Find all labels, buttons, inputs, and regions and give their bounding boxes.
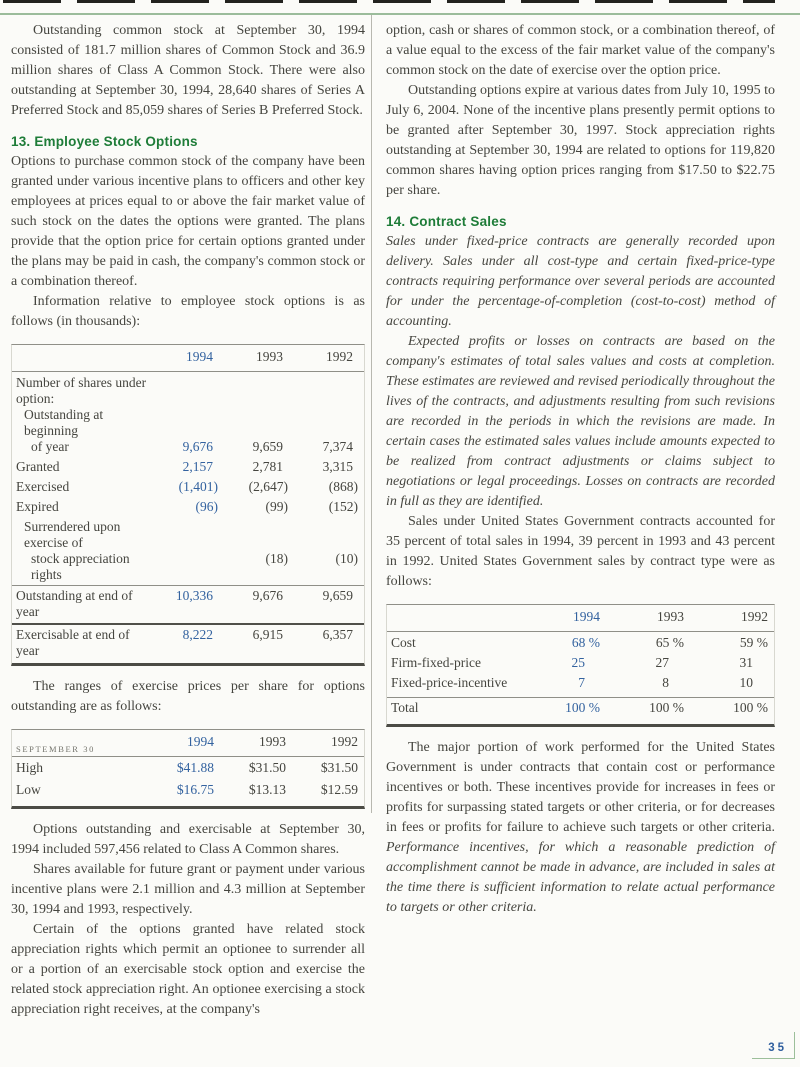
row-label: Cost bbox=[391, 635, 416, 650]
row-label: of year bbox=[31, 439, 69, 454]
row-value: $12.59 bbox=[320, 782, 358, 797]
row-label: Exercised bbox=[16, 479, 70, 494]
row-value: (868) bbox=[328, 479, 358, 494]
employee-stock-options-table bbox=[11, 344, 365, 666]
row-value: 8,222 bbox=[182, 627, 213, 642]
table-header-row bbox=[12, 730, 364, 757]
table-row bbox=[12, 459, 364, 479]
paragraph-stock-appreciation-rights: Certain of the options granted have related stock appreciation rights which permit an optionee to surrender all or a portion of an exercisable stock option and exercise the related stock appreciation right. An optionee exercising a stock appreciation right receives, at the company's bbox=[11, 922, 365, 1017]
table-row bbox=[12, 499, 364, 519]
paragraph-major-italic: Performance incentives, for which a reasonable prediction of accomplishment cannot be made in advance, are included in sales at the time there is sufficient information to relate actual performance to targets or other criteria. bbox=[386, 840, 775, 915]
row-value: 3,315 bbox=[322, 459, 353, 474]
row-value: $41.88 bbox=[176, 760, 214, 775]
table-row bbox=[12, 519, 364, 551]
section-heading-contract-sales: 14. Contract Sales bbox=[386, 214, 507, 229]
table-row bbox=[12, 372, 364, 407]
paragraph-information-relative: Information relative to employee stock options is as follows (in thousands): bbox=[11, 294, 365, 329]
row-value: (18) bbox=[265, 551, 288, 566]
paragraph-options-outstanding: Options outstanding and exercisable at September 30, 1994 included 597,456 related to Class A Common shares. bbox=[11, 822, 365, 857]
table-header-row bbox=[12, 345, 364, 372]
table-row bbox=[387, 632, 774, 655]
row-value: 59 % bbox=[739, 635, 768, 650]
row-label: Low bbox=[16, 782, 41, 797]
row-value: 25 bbox=[571, 655, 585, 670]
table-row bbox=[12, 551, 364, 583]
table-row bbox=[12, 585, 364, 620]
table-row bbox=[12, 479, 364, 499]
row-value: 100 % bbox=[565, 700, 600, 715]
row-value: 27 bbox=[655, 655, 669, 670]
table-year-1994: 1994 bbox=[186, 349, 213, 364]
row-label: Surrendered upon exercise of bbox=[24, 519, 121, 550]
left-column bbox=[11, 21, 365, 1020]
table-year-1993: 1993 bbox=[657, 609, 684, 624]
row-label: Granted bbox=[16, 459, 60, 474]
row-value: 100 % bbox=[733, 700, 768, 715]
row-value: (2,647) bbox=[248, 479, 288, 494]
row-value: 9,659 bbox=[252, 439, 283, 454]
row-label: stock appreciation rights bbox=[31, 551, 130, 582]
row-label: Firm-fixed-price bbox=[391, 655, 481, 670]
row-value: $16.75 bbox=[176, 782, 214, 797]
paragraph-major-portion bbox=[386, 738, 775, 918]
table-row bbox=[387, 655, 774, 675]
table-year-1994: 1994 bbox=[573, 609, 600, 624]
row-value: (99) bbox=[265, 499, 288, 514]
paragraph-options-expire: Outstanding options expire at various dates from July 10, 1995 to July 6, 2004. None of the incentive plans presently permit options to be granted after September 30, 1997. Stock appreciation rights outstanding at September 30, 1994 are related to options for 119,820 common shares having option prices ranging from $17.50 to $22.75 per share. bbox=[386, 83, 775, 198]
page-number-bracket bbox=[752, 1032, 795, 1059]
top-green-rule bbox=[0, 13, 800, 15]
row-value: $13.13 bbox=[248, 782, 286, 797]
row-value: 9,676 bbox=[252, 588, 283, 603]
row-value: 8 bbox=[662, 675, 669, 690]
row-value: 10 bbox=[739, 675, 753, 690]
table-year-1993: 1993 bbox=[256, 349, 283, 364]
table-row bbox=[12, 780, 364, 806]
column-divider bbox=[371, 15, 372, 813]
table-header-row bbox=[387, 605, 774, 632]
row-value: $31.50 bbox=[248, 760, 286, 775]
row-value: (96) bbox=[195, 499, 218, 514]
paragraph-shares-available: Shares available for future grant or payment under various incentive plans were 2.1 million and 4.3 million at September 30, 1994 and 1993, respectively. bbox=[11, 862, 365, 917]
row-value: 7 bbox=[578, 675, 585, 690]
row-label: Expired bbox=[16, 499, 59, 514]
row-value: 7,374 bbox=[322, 439, 353, 454]
paragraph-major-roman: The major portion of work performed for the United States Government is under contracts that contain cost or performance incentives or both. These incentives provide for increases in fees or profits for surpassing stated targets or other criteria, or for decreases in fees or profits for failure to achieve such targets or other criteria. bbox=[386, 740, 775, 835]
row-value: 9,659 bbox=[322, 588, 353, 603]
row-value: (152) bbox=[328, 499, 358, 514]
row-label: Outstanding at end of year bbox=[16, 588, 133, 619]
row-value: (1,401) bbox=[178, 479, 218, 494]
paragraph-exercise-price-ranges: The ranges of exercise prices per share for options outstanding are as follows: bbox=[11, 679, 365, 714]
right-column bbox=[386, 21, 775, 918]
table-year-1992: 1992 bbox=[331, 734, 358, 749]
exercise-price-ranges-table bbox=[11, 729, 365, 809]
row-value: 2,157 bbox=[182, 459, 213, 474]
table-year-1992: 1992 bbox=[326, 349, 353, 364]
paragraph-us-government-sales: Sales under United States Government contracts accounted for 35 percent of total sales in 1994, 39 percent in 1993 and 43 percent in 1992. United States Government sales by contract type were as follows: bbox=[386, 514, 775, 589]
table-year-1993: 1993 bbox=[259, 734, 286, 749]
row-value: 10,336 bbox=[175, 588, 213, 603]
row-value: (10) bbox=[335, 551, 358, 566]
contract-type-sales-table bbox=[386, 604, 775, 727]
row-value: 6,357 bbox=[322, 627, 353, 642]
row-value: 68 % bbox=[571, 635, 600, 650]
paragraph-options-intro: Options to purchase common stock of the company have been granted under various incentive plans to officers and other key employees at prices equal to or above the fair market value of such stock on the dates the options were granted. The plans provide that the option price for certain options granted under the plans may be paid in cash, the company's common stock or a combination thereof. bbox=[11, 154, 365, 289]
table-row bbox=[387, 697, 774, 724]
table-year-1994: 1994 bbox=[187, 734, 214, 749]
row-label: High bbox=[16, 760, 43, 775]
table-year-1992: 1992 bbox=[741, 609, 768, 624]
row-value: 9,676 bbox=[182, 439, 213, 454]
row-value: 31 bbox=[739, 655, 753, 670]
row-value: 65 % bbox=[655, 635, 684, 650]
row-value: 100 % bbox=[649, 700, 684, 715]
row-label: Total bbox=[391, 700, 419, 715]
table-row bbox=[387, 675, 774, 695]
paragraph-expected-profits: Expected profits or losses on contracts are based on the company's estimates of total sales values and costs at completion. These estimates are reviewed and revised periodically throughout the lives of the contracts, and adjustments resulting from such revisions are recorded in the periods in which the revisions are made. In certain cases the estimated sales values include amounts expected to be realized from contract adjustments or claims subject to negotiations or legal proceedings. Losses on contracts are recorded in full as they are identified. bbox=[386, 334, 775, 509]
paragraph-common-stock: Outstanding common stock at September 30, 1994 consisted of 181.7 million shares of Common Stock and 36.9 million shares of Class A Common Stock. There were also outstanding at September 30, 1994, 28,640 shares of Series A Preferred Stock and 85,059 shares of Series B Preferred Stock. bbox=[11, 23, 365, 118]
row-label: Number of shares under option: bbox=[16, 375, 147, 406]
table-header-label: SEPTEMBER 30 bbox=[16, 744, 95, 754]
page-number: 35 bbox=[768, 1042, 787, 1054]
row-label: Exercisable at end of year bbox=[16, 627, 130, 658]
section-heading-employee-stock-options: 13. Employee Stock Options bbox=[11, 134, 198, 149]
row-value: $31.50 bbox=[320, 760, 358, 775]
paragraph-option-continuation: option, cash or shares of common stock, or a combination thereof, of a value equal to the excess of the fair market value of the company's common stock on the date of exercise over the option price. bbox=[386, 23, 775, 78]
table-row bbox=[12, 623, 364, 663]
table-row bbox=[12, 439, 364, 459]
row-value: 2,781 bbox=[252, 459, 283, 474]
paragraph-fixed-price-contracts: Sales under fixed-price contracts are generally recorded upon delivery. Sales under all cost-type and certain fixed-price-type contracts requiring performance over several periods are accounted for under the percentage-of-completion (cost-to-cost) method of accounting. bbox=[386, 234, 775, 329]
row-label: Outstanding at beginning bbox=[24, 407, 104, 438]
row-label: Fixed-price-incentive bbox=[391, 675, 508, 690]
table-row bbox=[12, 757, 364, 780]
page-edge-artifact bbox=[3, 0, 775, 3]
table-row bbox=[12, 407, 364, 439]
row-value: 6,915 bbox=[252, 627, 283, 642]
